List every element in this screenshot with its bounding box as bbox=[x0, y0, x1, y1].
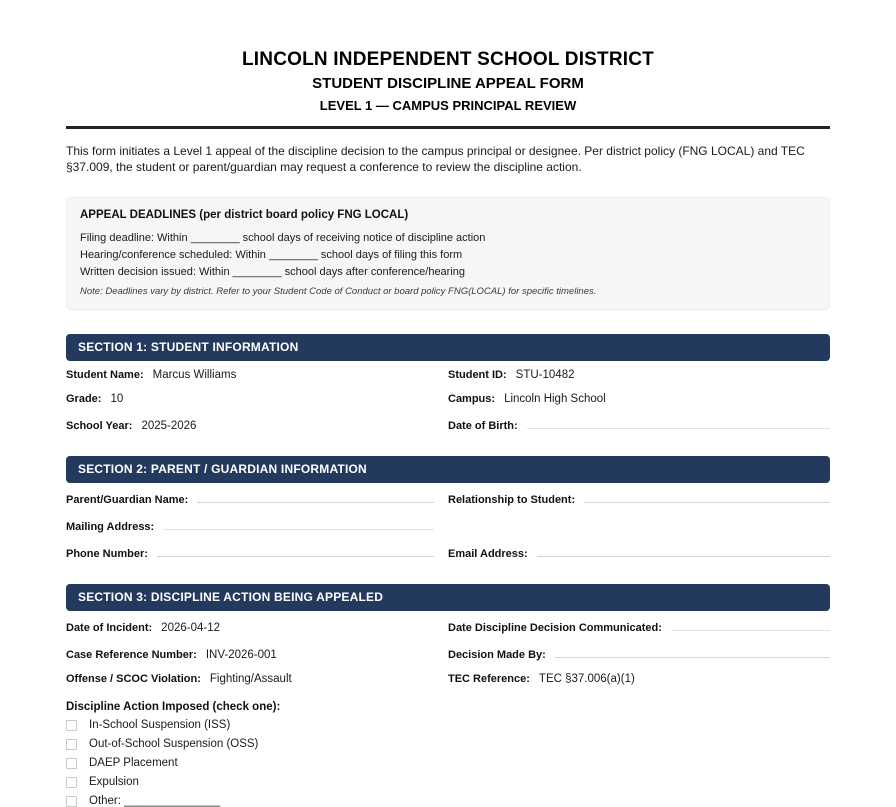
checklist-item-expulsion[interactable] bbox=[66, 776, 830, 788]
relationship-label: Relationship to Student: bbox=[448, 494, 576, 506]
decision-made-by-label: Decision Made By: bbox=[448, 649, 546, 661]
appeal-deadlines-box bbox=[66, 197, 830, 310]
section-3-body bbox=[66, 619, 830, 807]
discipline-action-heading: Discipline Action Imposed (check one): bbox=[66, 701, 281, 713]
title-divider bbox=[66, 126, 830, 129]
campus-label: Campus: bbox=[448, 393, 496, 405]
phone-number-input[interactable] bbox=[157, 545, 434, 557]
school-year-value[interactable]: 2025-2026 bbox=[141, 420, 197, 432]
checkbox-icon[interactable] bbox=[66, 758, 77, 769]
intro-paragraph: This form initiates a Level 1 appeal of the discipline decision to the campus principal or designee. Per district policy (FNG LOCAL) and TEC §37.009, the student or parent/guardian may request a conference to review the discipline action. bbox=[66, 144, 805, 174]
tec-reference-label: TEC Reference: bbox=[448, 673, 530, 685]
section-1-row-2 bbox=[66, 393, 830, 405]
checklist-item-label: DAEP Placement bbox=[89, 757, 178, 769]
checkbox-icon[interactable] bbox=[66, 720, 77, 731]
checkbox-icon[interactable] bbox=[66, 777, 77, 788]
discipline-action-checklist bbox=[66, 701, 830, 807]
section-2-body bbox=[66, 491, 830, 560]
tec-reference-value[interactable]: TEC §37.006(a)(1) bbox=[538, 673, 635, 685]
field-relationship bbox=[448, 491, 830, 506]
field-decision-communicated bbox=[448, 619, 830, 634]
school-year-label: School Year: bbox=[66, 420, 133, 432]
mailing-address-label: Mailing Address: bbox=[66, 521, 155, 533]
decision-made-by-input[interactable] bbox=[555, 646, 830, 658]
date-of-birth-label: Date of Birth: bbox=[448, 420, 518, 432]
field-case-reference bbox=[66, 649, 448, 661]
email-address-label: Email Address: bbox=[448, 548, 528, 560]
section-3-header: SECTION 3: DISCIPLINE ACTION BEING APPEALED bbox=[66, 584, 830, 611]
checklist-item-other[interactable] bbox=[66, 795, 830, 807]
parent-name-label: Parent/Guardian Name: bbox=[66, 494, 189, 506]
field-phone-number bbox=[66, 545, 448, 560]
section-2-row-3 bbox=[66, 545, 830, 560]
relationship-input[interactable] bbox=[584, 491, 830, 503]
deadline-filing: Filing deadline: Within ________ school days of receiving notice of discipline action bbox=[80, 232, 486, 244]
checklist-item-label: Expulsion bbox=[89, 776, 139, 788]
student-name-label: Student Name: bbox=[66, 369, 144, 381]
checklist-item-oss[interactable] bbox=[66, 738, 830, 750]
deadline-written-decision: Written decision issued: Within ________ school days after conference/hearing bbox=[80, 266, 466, 278]
field-date-of-birth bbox=[448, 417, 830, 432]
checklist-item-label: In-School Suspension (ISS) bbox=[89, 719, 231, 731]
mailing-address-input[interactable] bbox=[163, 518, 434, 530]
campus-value[interactable]: Lincoln High School bbox=[504, 393, 606, 405]
section-1-header: SECTION 1: STUDENT INFORMATION bbox=[66, 334, 830, 361]
grade-label: Grade: bbox=[66, 393, 102, 405]
section-2-row-1 bbox=[66, 491, 830, 506]
section-3-row-1 bbox=[66, 619, 830, 634]
deadline-note: Note: Deadlines vary by district. Refer to your Student Code of Conduct or board policy FNG(LOCAL) for specific timelines. bbox=[80, 286, 597, 297]
email-address-input[interactable] bbox=[537, 545, 830, 557]
case-reference-label: Case Reference Number: bbox=[66, 649, 197, 661]
checklist-item-label: Other: _______________ bbox=[89, 795, 221, 807]
checklist-item-label: Out-of-School Suspension (OSS) bbox=[89, 738, 259, 750]
date-of-incident-label: Date of Incident: bbox=[66, 622, 153, 634]
date-of-incident-value[interactable]: 2026-04-12 bbox=[161, 622, 220, 634]
field-tec-reference bbox=[448, 673, 830, 685]
grade-value[interactable]: 10 bbox=[110, 393, 124, 405]
document-header bbox=[66, 0, 830, 129]
checkbox-icon[interactable] bbox=[66, 796, 77, 807]
offense-label: Offense / SCOC Violation: bbox=[66, 673, 201, 685]
field-mailing-address bbox=[66, 518, 448, 533]
parent-name-input[interactable] bbox=[197, 491, 434, 503]
field-campus bbox=[448, 393, 830, 405]
deadline-hearing: Hearing/conference scheduled: Within ________ school days of filing this form bbox=[80, 249, 463, 261]
field-student-name bbox=[66, 369, 448, 381]
student-id-value[interactable]: STU-10482 bbox=[515, 369, 575, 381]
field-student-id bbox=[448, 369, 830, 381]
checklist-item-daep[interactable] bbox=[66, 757, 830, 769]
section-2-header: SECTION 2: PARENT / GUARDIAN INFORMATION bbox=[66, 456, 830, 483]
section-2-row-2 bbox=[66, 518, 830, 533]
case-reference-value[interactable]: INV-2026-001 bbox=[205, 649, 277, 661]
section-1-body bbox=[66, 369, 830, 432]
student-id-label: Student ID: bbox=[448, 369, 507, 381]
checkbox-icon[interactable] bbox=[66, 739, 77, 750]
field-offense bbox=[66, 673, 448, 685]
section-3-row-2 bbox=[66, 646, 830, 661]
district-name: LINCOLN INDEPENDENT SCHOOL DISTRICT bbox=[242, 49, 654, 70]
decision-communicated-label: Date Discipline Decision Communicated: bbox=[448, 622, 662, 634]
form-title: STUDENT DISCIPLINE APPEAL FORM bbox=[312, 75, 584, 92]
section-3-row-3 bbox=[66, 673, 830, 685]
section-1-row-1 bbox=[66, 369, 830, 381]
checklist-item-iss[interactable] bbox=[66, 719, 830, 731]
student-name-value[interactable]: Marcus Williams bbox=[152, 369, 237, 381]
field-parent-name bbox=[66, 491, 448, 506]
field-email-address bbox=[448, 545, 830, 560]
field-date-of-incident bbox=[66, 622, 448, 634]
section-1-row-3 bbox=[66, 417, 830, 432]
date-of-birth-input[interactable] bbox=[527, 417, 830, 429]
appeal-deadlines-title: APPEAL DEADLINES (per district board policy FNG LOCAL) bbox=[80, 209, 409, 221]
decision-communicated-input[interactable] bbox=[671, 619, 830, 631]
field-grade bbox=[66, 393, 448, 405]
field-school-year bbox=[66, 420, 448, 432]
phone-number-label: Phone Number: bbox=[66, 548, 148, 560]
field-decision-made-by bbox=[448, 646, 830, 661]
review-level-title: LEVEL 1 — CAMPUS PRINCIPAL REVIEW bbox=[319, 98, 577, 113]
offense-value[interactable]: Fighting/Assault bbox=[209, 673, 292, 685]
